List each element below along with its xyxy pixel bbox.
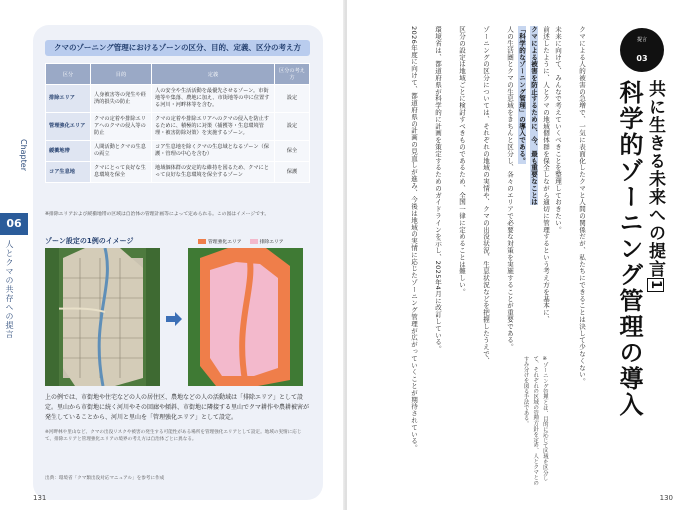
paragraph: クマによる人的被害の急増で、一気に表面化したクマと人間の関係だが、私たちにできることは決して少なくない。 [578, 26, 586, 385]
zone-purpose: クマの定着や排除エリアへのクマの侵入等の防止 [91, 113, 152, 141]
zone-definition: 人の安全や生活活動を最優先させるゾーン。市街地等や集落、農地に加え、市街地等の中に位置する河川・河畔林等を含む。 [152, 85, 275, 113]
table-header: 目的 [91, 64, 152, 85]
table-row [46, 113, 310, 141]
table-header: 区分の考え方 [275, 64, 310, 85]
body-text: 上の例では、市街地や住宅などの人の居住区、農地などの人の活動域は「排除エリア」として設定。里山から市街地に続く河川やその回廊や傾斜、市街地に隣接する里山でクマ耕作や農耕被害が発生していることから、河川と里山を「管理強化エリア」として設定。 [45, 394, 310, 422]
page-number: 130 [659, 494, 673, 502]
legend-item [250, 238, 284, 245]
zone-table [45, 63, 310, 183]
highlight: 「科学的なゾーニング管理」の導入である。 [518, 26, 526, 164]
table-header: 定義 [152, 64, 275, 85]
paragraph: 前述したように、人とクマの地域個体群を保全しながら適切に管理するという考え方を基本に、 [542, 26, 550, 323]
main-title: 科学的ゾーニング管理の導入 [615, 80, 643, 418]
zone-policy: 設定 [275, 113, 310, 141]
zone-definition: クマの定着や排除エリアへのクマの侵入を防止するために、積極的に対策（捕獲等・生息環境管理・被害防除対策）を実施するゾーン。 [152, 113, 275, 141]
zone-definition: コア生息地を除くクマの生息域となるゾーン（保護・管理の中心を含む） [152, 141, 275, 162]
legend-label: 管理強化エリア [208, 240, 242, 245]
title-number: 1 [648, 280, 663, 291]
table-row [46, 162, 310, 183]
page-number: 131 [33, 494, 47, 502]
table-header: 区分 [46, 64, 91, 85]
table-row [46, 141, 310, 162]
legend-swatch [250, 239, 258, 244]
zone-name: 排除エリア [46, 85, 91, 113]
paragraph: 未来に向けて、みんなで考えていくべきことを整理しておきたい。 [554, 26, 562, 233]
paragraph: 区分の設定は地域ごとに検討すべきものであるため、全国一律に定めることは難しい。 [458, 26, 466, 296]
footnote: ※河畔林や里山など、クマの出没リスクや被害の発生する可能性がある場所を管理強化エリアとして設定。地域の実情に応じて、排除エリアと管理強化エリアの境界の考え方は自治体ごとに異なる。 [45, 430, 302, 442]
left-page [0, 0, 345, 510]
source-note: 出典：環境省「クマ類出没対応マニュアル」を参考に作成 [45, 476, 165, 481]
arrow-icon [166, 312, 182, 326]
title-text: 共に生きる未来への提言 [645, 80, 665, 278]
legend-swatch [198, 239, 206, 244]
table-note: ※排除エリアおよび緩衝地帯の区域は自治体の管理計画等によって定められる。この図はイメージです。 [45, 212, 270, 217]
aerial-map [45, 248, 160, 386]
paragraph: 2026年度に向けて、都道府県の計画の見直しが進み、今後は地域の実情に応じたゾーニング管理が広がっていくことが期待されている。 [410, 26, 418, 452]
chapter-number: 06 [0, 213, 28, 235]
map-legend [198, 238, 284, 245]
zone-name: 緩衝地帯 [46, 141, 91, 162]
zone-name: 管理強化エリア [46, 113, 91, 141]
zone-name: コア生息地 [46, 162, 91, 183]
zone-purpose: 人間活動とクマの生息の両立 [91, 141, 152, 162]
zone-policy: 設定 [275, 85, 310, 113]
highlight: クマによる被害を防止するために、今、最も重要なことは [530, 26, 538, 206]
zone-purpose: クマにとって良好な生息環境を保全 [91, 162, 152, 183]
legend-label: 排除エリア [259, 240, 284, 245]
chapter-label: Chapter [19, 139, 28, 171]
zone-policy: 保護 [275, 162, 310, 183]
table-row [46, 85, 310, 113]
badge-number: 03 [636, 54, 648, 63]
zone-definition: 地域個体群の安定的な維持を図るため、クマにとって良好な生息環境を保全するゾーン [152, 162, 275, 183]
chapter-title: 人とクマの共存への提言 [5, 240, 14, 339]
side-note: ※ゾーニング管理とは、目的に応じて区域を区分して、それぞれの区域の管理方針を定め、人とクマとのすみ分けを図る手法である。 [522, 356, 548, 486]
paragraph: 人の生活圏とクマの生息域をきちんと区分し、各々のエリアで必要な対策を実施することが重要である。 [506, 26, 514, 351]
legend-item [198, 238, 242, 245]
zone-policy: 保全 [275, 141, 310, 162]
badge-label: 提言 [636, 37, 647, 43]
zone-purpose: 人身被害等の発生や経済的損失の防止 [91, 85, 152, 113]
vertical-text-block [362, 26, 587, 466]
box-title: クマのゾーニング管理におけるゾーンの区分、目的、定義、区分の考え方 [45, 40, 310, 56]
zoning-map [188, 248, 303, 386]
map-header: ゾーン設定の1例のイメージ [45, 237, 134, 245]
paragraph: 環境省は、都道府県が科学的に計画を策定するためのガイドラインを示し、2025年4月に改訂している。 [434, 26, 442, 353]
paragraph: ゾーニングの区分については、それぞれの地域の実情や、クマの出没状況、生息状況などを把握したうえで、 [482, 26, 490, 365]
proposal-badge [620, 28, 664, 72]
